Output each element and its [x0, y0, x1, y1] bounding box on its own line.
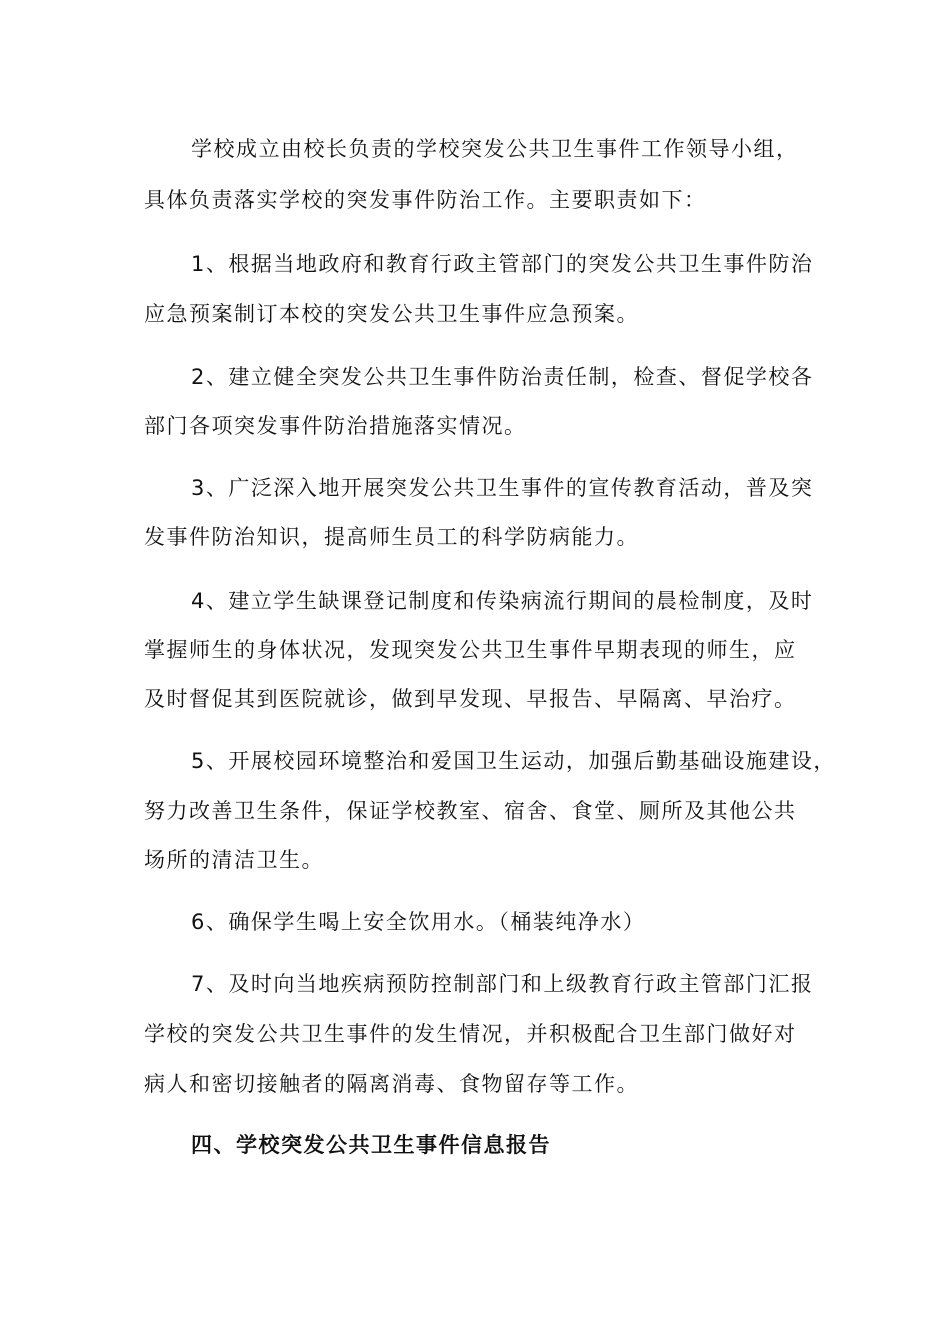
item-3-line-1: 3、广泛深入地开展突发公共卫生事件的宣传教育活动，普及突 — [191, 476, 814, 500]
item-5-line-3: 场所的清洁卫生。 — [144, 848, 324, 872]
item-1-line-2: 应急预案制订本校的突发公共卫生事件应急预案。 — [144, 302, 639, 326]
item-2-line-2: 部门各项突发事件防治措施落实情况。 — [144, 414, 527, 438]
item-1-line-1: 1、根据当地政府和教育行政主管部门的突发公共卫生事件防治 — [191, 252, 814, 276]
intro-line-1: 学校成立由校长负责的学校突发公共卫生事件工作领导小组， — [191, 137, 799, 161]
item-4-line-3: 及时督促其到医院就诊，做到早发现、早报告、早隔离、早治疗。 — [144, 687, 797, 711]
item-4-line-1: 4、建立学生缺课登记制度和传染病流行期间的晨检制度，及时 — [191, 589, 814, 613]
item-2-line-1: 2、建立健全突发公共卫生事件防治责任制，检查、督促学校各 — [191, 365, 814, 389]
item-7-line-3: 病人和密切接触者的隔离消毒、食物留存等工作。 — [144, 1072, 639, 1096]
section-heading: 四、学校突发公共卫生事件信息报告 — [191, 1133, 551, 1157]
item-5-line-1: 5、开展校园环境整治和爱国卫生运动，加强后勤基础设施建设， — [191, 749, 836, 773]
item-6-line-1: 6、确保学生喝上安全饮用水。（桶装纯净水） — [191, 910, 646, 934]
item-7-line-1: 7、及时向当地疾病预防控制部门和上级教育行政主管部门汇报 — [191, 972, 814, 996]
item-5-line-2: 努力改善卫生条件，保证学校教室、宿舍、食堂、厕所及其他公共 — [144, 799, 797, 823]
item-7-line-2: 学校的突发公共卫生事件的发生情况，并积极配合卫生部门做好对 — [144, 1022, 797, 1046]
intro-line-2: 具体负责落实学校的突发事件防治工作。主要职责如下： — [144, 188, 707, 212]
item-3-line-2: 发事件防治知识，提高师生员工的科学防病能力。 — [144, 525, 639, 549]
item-4-line-2: 掌握师生的身体状况，发现突发公共卫生事件早期表现的师生，应 — [144, 638, 797, 662]
